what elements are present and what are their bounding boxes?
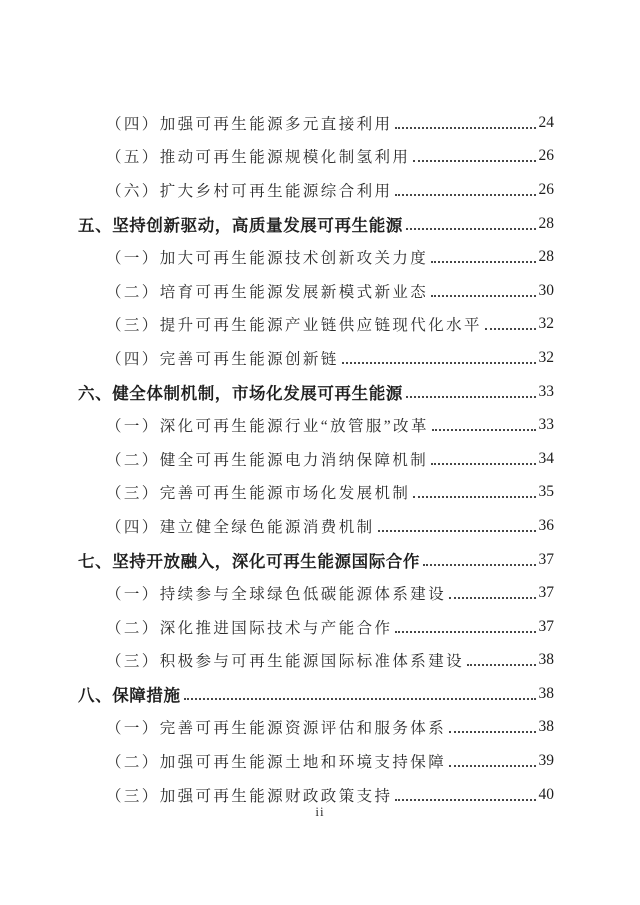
toc-entry-label: （三）提升可再生能源产业链供应链现代化水平 bbox=[106, 317, 482, 335]
toc-entry-label: 五、坚持创新驱动，高质量发展可再生能源 bbox=[78, 216, 403, 235]
toc-dot-leader bbox=[467, 664, 535, 666]
toc-entry-page: 38 bbox=[538, 684, 554, 702]
toc-entry-page: 39 bbox=[538, 752, 554, 770]
toc-entry-page: 37 bbox=[538, 550, 554, 568]
toc-entry-label: 八、保障措施 bbox=[78, 686, 181, 705]
toc-entry[interactable] bbox=[78, 375, 554, 409]
toc-dot-leader bbox=[395, 127, 535, 129]
toc-entry[interactable] bbox=[78, 140, 554, 174]
toc-entry-page: 26 bbox=[538, 180, 554, 198]
toc-dot-leader bbox=[406, 228, 536, 230]
toc-entry-page: 33 bbox=[538, 416, 554, 434]
toc-entry[interactable] bbox=[78, 543, 554, 577]
toc-entry-page: 26 bbox=[538, 147, 554, 165]
toc-dot-leader bbox=[378, 530, 536, 532]
toc-entry-label: （四）建立健全绿色能源消费机制 bbox=[106, 518, 375, 536]
toc-entry[interactable] bbox=[78, 711, 554, 745]
toc-entry-label: （一）加大可再生能源技术创新攻关力度 bbox=[106, 250, 429, 268]
toc-entry-page: 38 bbox=[538, 651, 554, 669]
toc-entry[interactable] bbox=[78, 173, 554, 207]
toc-entry[interactable] bbox=[78, 509, 554, 543]
toc-dot-leader bbox=[431, 295, 535, 297]
toc-entry[interactable] bbox=[78, 442, 554, 476]
toc-entry-label: （三）完善可再生能源市场化发展机制 bbox=[106, 485, 411, 503]
toc-entry-page: 34 bbox=[538, 449, 554, 467]
toc-dot-leader bbox=[432, 429, 536, 431]
toc-dot-leader bbox=[413, 496, 535, 498]
toc-entry-label: （四）完善可再生能源创新链 bbox=[106, 350, 339, 368]
toc-dot-leader bbox=[395, 194, 535, 196]
toc-dot-leader bbox=[449, 597, 535, 599]
toc-entry-label: （二）加强可再生能源土地和环境支持保障 bbox=[106, 754, 447, 772]
toc-entry[interactable] bbox=[78, 677, 554, 711]
toc-entry-label: （四）加强可再生能源多元直接利用 bbox=[106, 115, 393, 133]
toc-entry-label: （二）培育可再生能源发展新模式新业态 bbox=[106, 283, 429, 301]
toc-entry-page: 35 bbox=[538, 483, 554, 501]
toc-dot-leader bbox=[395, 799, 535, 801]
toc-entry-page: 38 bbox=[538, 718, 554, 736]
toc-entry-page: 33 bbox=[538, 382, 554, 400]
table-of-contents bbox=[78, 106, 554, 811]
toc-entry-page: 32 bbox=[538, 348, 554, 366]
toc-entry-page: 28 bbox=[538, 248, 554, 266]
toc-entry[interactable] bbox=[78, 408, 554, 442]
toc-entry-label: （一）持续参与全球绿色低碳能源体系建设 bbox=[106, 586, 447, 604]
toc-dot-leader bbox=[485, 328, 536, 330]
toc-dot-leader bbox=[449, 731, 535, 733]
toc-entry[interactable] bbox=[78, 207, 554, 241]
toc-entry[interactable] bbox=[78, 476, 554, 510]
toc-entry-label: （三）积极参与可再生能源国际标准体系建设 bbox=[106, 653, 465, 671]
toc-dot-leader bbox=[431, 261, 535, 263]
toc-dot-leader bbox=[423, 564, 536, 566]
toc-dot-leader bbox=[395, 631, 535, 633]
toc-entry-page: 37 bbox=[538, 617, 554, 635]
page-number-footer: ii bbox=[315, 804, 325, 819]
toc-entry-page: 37 bbox=[538, 584, 554, 602]
toc-entry[interactable] bbox=[78, 610, 554, 644]
toc-dot-leader bbox=[413, 160, 535, 162]
toc-dot-leader bbox=[431, 463, 535, 465]
toc-entry-label: （三）加强可再生能源财政政策支持 bbox=[106, 787, 393, 805]
toc-entry[interactable] bbox=[78, 576, 554, 610]
toc-entry-label: 七、坚持开放融入，深化可再生能源国际合作 bbox=[78, 552, 420, 571]
toc-entry-page: 32 bbox=[538, 315, 554, 333]
toc-entry[interactable] bbox=[78, 341, 554, 375]
toc-entry[interactable] bbox=[78, 644, 554, 678]
toc-entry[interactable] bbox=[78, 106, 554, 140]
toc-entry[interactable] bbox=[78, 240, 554, 274]
toc-dot-leader bbox=[406, 396, 536, 398]
toc-entry-label: （五）推动可再生能源规模化制氢利用 bbox=[106, 149, 411, 167]
toc-entry[interactable] bbox=[78, 744, 554, 778]
toc-entry-page: 28 bbox=[538, 214, 554, 232]
toc-entry-label: 六、健全体制机制，市场化发展可再生能源 bbox=[78, 384, 403, 403]
toc-entry-label: （六）扩大乡村可再生能源综合利用 bbox=[106, 182, 393, 200]
toc-entry-label: （一）完善可再生能源资源评估和服务体系 bbox=[106, 720, 447, 738]
toc-dot-leader bbox=[342, 362, 536, 364]
toc-entry-label: （二）深化推进国际技术与产能合作 bbox=[106, 619, 393, 637]
toc-entry-page: 40 bbox=[538, 785, 554, 803]
toc-entry-label: （二）健全可再生能源电力消纳保障机制 bbox=[106, 451, 429, 469]
toc-entry-page: 24 bbox=[538, 113, 554, 131]
toc-entry-label: （一）深化可再生能源行业“放管服”改革 bbox=[106, 418, 429, 436]
toc-entry[interactable] bbox=[78, 308, 554, 342]
toc-entry-page: 36 bbox=[538, 516, 554, 534]
toc-entry[interactable] bbox=[78, 274, 554, 308]
toc-dot-leader bbox=[184, 698, 536, 700]
toc-entry-page: 30 bbox=[538, 281, 554, 299]
toc-dot-leader bbox=[449, 765, 535, 767]
